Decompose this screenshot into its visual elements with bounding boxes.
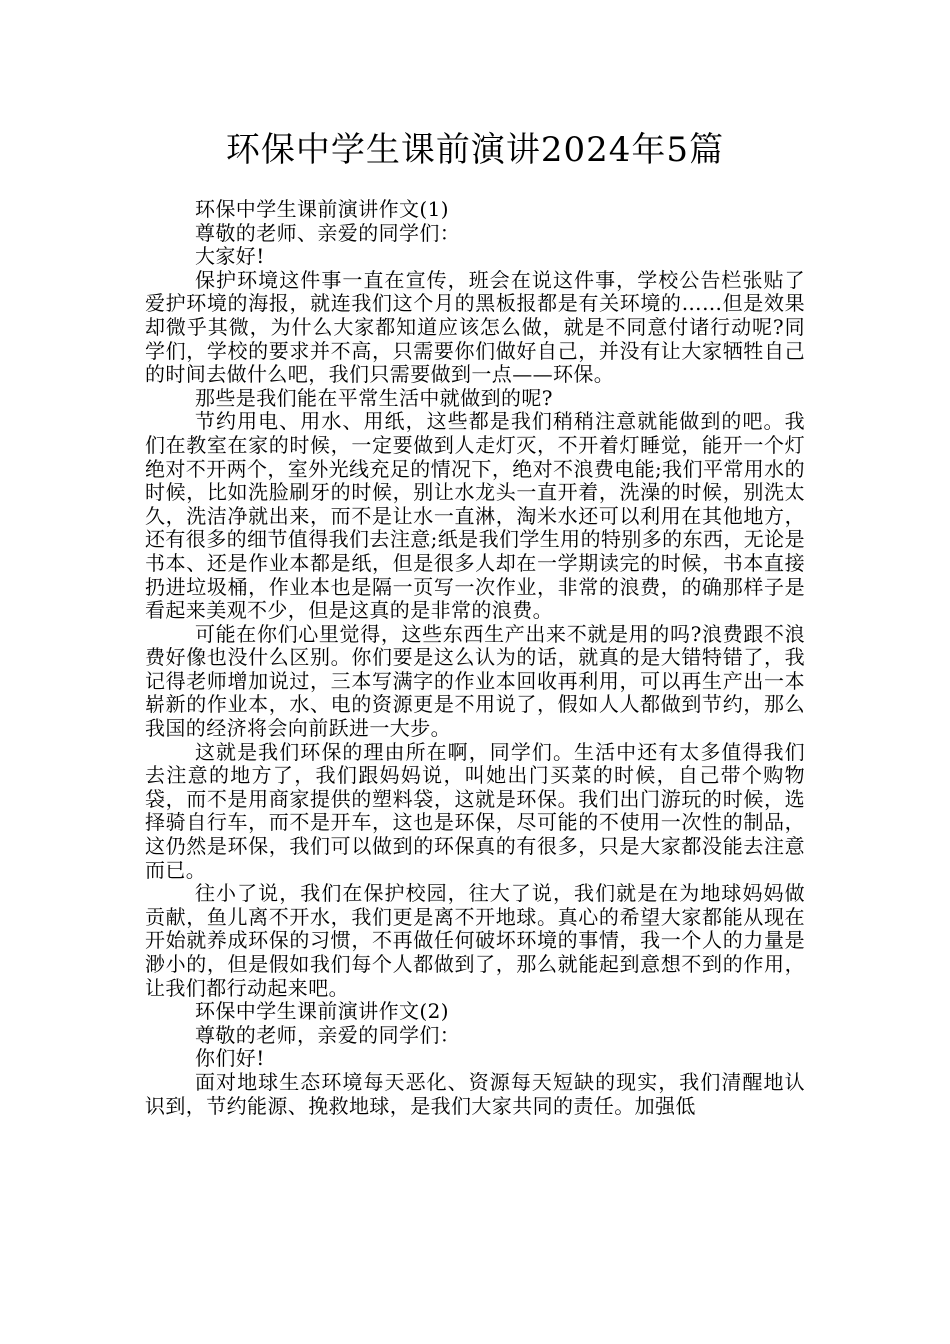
paragraph: 面对地球生态环境每天恶化、资源每天短缺的现实，我们清醒地认识到，节约能源、挽救地球，是我们大家共同的责任。加强低 — [145, 1069, 805, 1118]
paragraph: 节约用电、用水、用纸，这些都是我们稍稍注意就能做到的吧。我们在教室在家的时候，一定要做到人走灯灭，不开着灯睡觉，能开一个灯绝对不开两个，室外光线充足的情况下，绝对不浪费电能;我们平常用水的时候，比如洗脸刷牙的时候，别让水龙头一直开着，洗澡的时候，别洗太久，洗洁净就出来，而不是让水一直淋，淘米水还可以利用在其他地方，还有很多的细节值得我们去注意;纸是我们学生用的特别多的东西，无论是书本、还是作业本都是纸，但是很多人却在一学期读完的时候，书本直接扔进垃圾桶，作业本也是隔一页写一次作业，非常的浪费，的确那样子是看起来美观不少，但是这真的是非常的浪费。 — [145, 409, 805, 623]
paragraph: 环保中学生课前演讲作文(2) — [195, 999, 449, 1024]
paragraph: 这就是我们环保的理由所在啊，同学们。生活中还有太多值得我们去注意的地方了，我们跟妈妈说，叫她出门买菜的时候，自己带个购物袋，而不是用商家提供的塑料袋，这就是环保。我们出门游玩的时候，选择骑自行车，而不是开车，这也是环保，尽可能的不使用一次性的制品，这仍然是环保，我们可以做到的环保真的有很多，只是大家都没能去注意而已。 — [145, 739, 805, 882]
paragraph: 往小了说，我们在保护校园，往大了说，我们就是在为地球妈妈做贡献，鱼儿离不开水，我们更是离不开地球。真心的希望大家都能从现在开始就养成环保的习惯，不再做任何破坏环境的事情，我一个人的力量是渺小的，但是假如我们每个人都做到了，那么就能起到意想不到的作用，让我们都行动起来吧。 — [145, 881, 805, 1000]
paragraph: 环保中学生课前演讲作文(1) — [195, 197, 449, 221]
paragraph: 尊敬的老师、亲爱的同学们： — [195, 220, 461, 245]
paragraph: 保护环境这件事一直在宣传，班会在说这件事，学校公告栏张贴了爱护环境的海报，就连我们这个月的黑板报都是有关环境的……但是效果却微乎其微，为什么大家都知道应该怎么做，就是不同意付诸行动呢?同学们，学校的要求并不高，只需要你们做好自己，并没有让大家牺牲自己的时间去做什么吧，我们只需要做到一点——环保。 — [145, 267, 805, 387]
paragraph: 尊敬的老师，亲爱的同学们： — [195, 1022, 461, 1047]
paragraph: 你们好! — [195, 1046, 265, 1071]
document-body — [145, 198, 805, 1118]
paragraph: 可能在你们心里觉得，这些东西生产出来不就是用的吗?浪费跟不浪费好像也没什么区别。你们要是这么认为的话，就真的是大错特错了，我记得老师增加说过，三本写满字的作业本回收再利用，可以再生产出一本崭新的作业本，水、电的资源更是不用说了，假如人人都做到节约，那么我国的经济将会向前跃进一大步。 — [145, 621, 805, 741]
page-title: 环保中学生课前演讲2024年5篇 — [225, 130, 725, 170]
paragraph: 大家好! — [195, 244, 265, 269]
paragraph: 那些是我们能在平常生活中就做到的呢? — [195, 385, 553, 410]
